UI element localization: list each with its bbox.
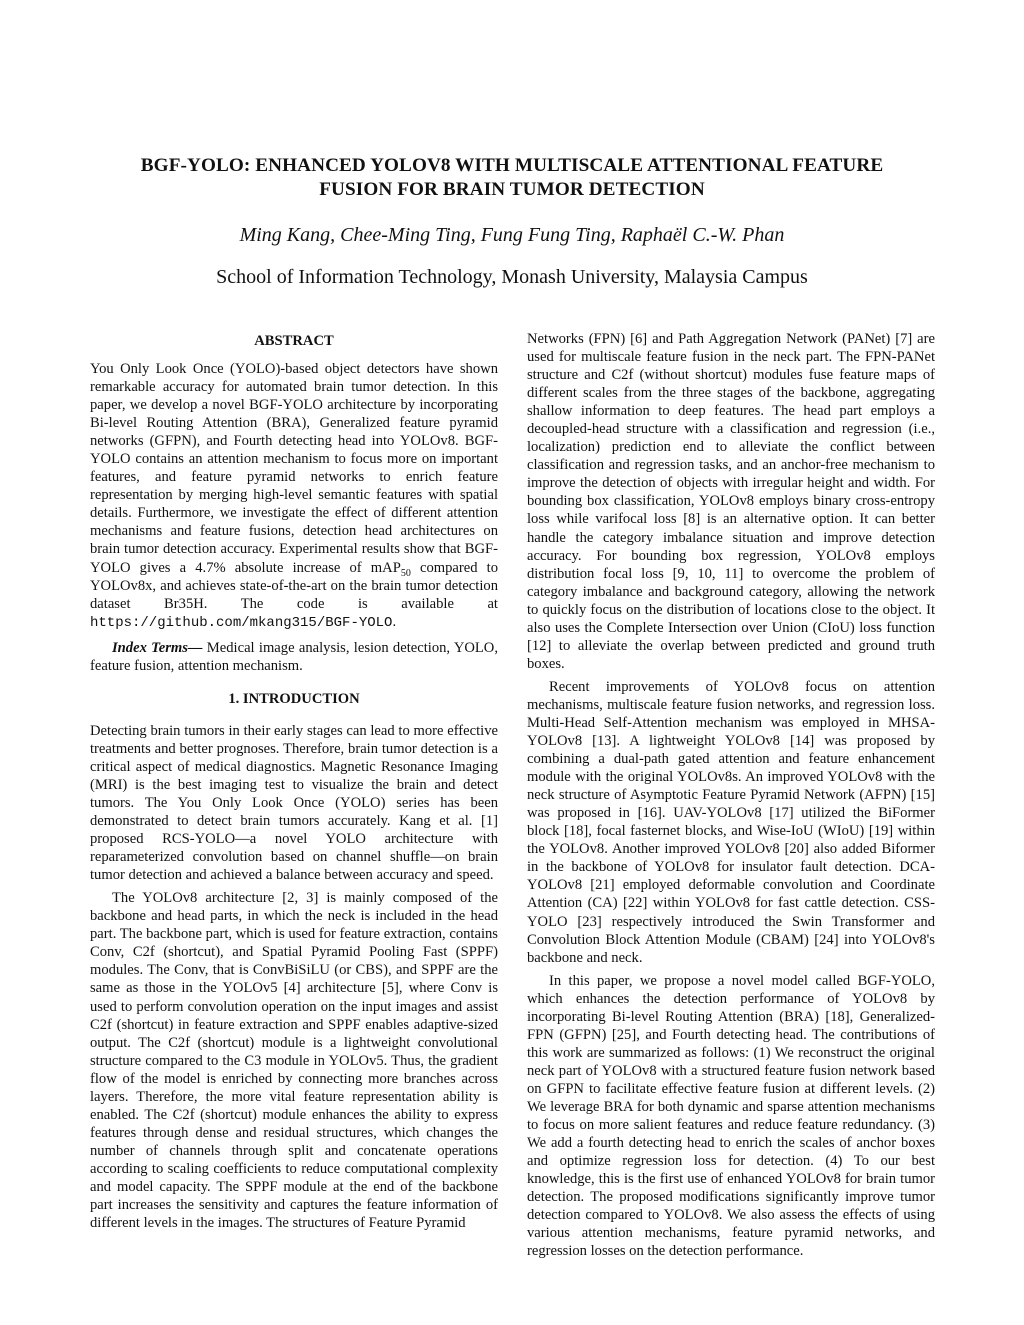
paper-title bbox=[90, 154, 934, 202]
left-column bbox=[90, 330, 498, 1232]
title-line-2: FUSION FOR BRAIN TUMOR DETECTION bbox=[319, 179, 705, 200]
abstract-text-1: You Only Look Once (YOLO)-based object detectors have shown remarkable accuracy for automated brain tumor detection. In this paper, we develop a novel BGF-YOLO architecture by incorporating Bi-level Routing Attention (BRA), Generalized feature pyramid networks (GFPN), and Fourth detecting head into YOLOv8. BGF-YOLO contains an attention mechanism to focus more on important features, and feature pyramid networks to enrich feature representation by merging high-level semantic features with spatial details. Furthermore, we investigate the effect of different attention mechanisms and feature fusions, detection head architectures on brain tumor detection accuracy. Experimental results show that BGF-YOLO gives a 4.7% absolute increase of mAP bbox=[90, 361, 498, 576]
abstract-text-end: . bbox=[392, 613, 397, 630]
index-terms-text: Medical image analysis, lesion detection, YOLO, feature fusion, attention mechanism. bbox=[90, 639, 498, 674]
abstract-heading: ABSTRACT bbox=[254, 333, 334, 349]
intro-paragraph-4: In this paper, we propose a novel model called BGF-YOLO, which enhances the detection performance of YOLOv8 by incorporating Bi-level Routing Attention (BRA) [18], Generalized-FPN (GFPN) [25], and Fourth detecting head. The contributions of this work are summarized as follows: (1) We reconstruct the original neck part of YOLOv8 with a structured feature fusion network based on GFPN to facilitate effective feature fusion at different levels. (2) We leverage BRA for both dynamic and sparse attention mechanisms to focus on more salient features and reduce feature redundancy. (3) We add a fourth detecting head to enrich the scales of anchor boxes and optimize regression loss for detection. (4) To our best knowledge, this is the first use of enhanced YOLOv8 for brain tumor detection. The proposed modifications significantly improve tumor detection compared to YOLOv8. We also assess the effects of using various attention mechanisms, feature pyramid networks, and regression losses on the detection performance. bbox=[527, 972, 935, 1260]
abstract-body bbox=[90, 360, 498, 632]
right-column bbox=[527, 330, 935, 1260]
index-terms-label: Index Terms— bbox=[112, 639, 203, 656]
code-url-link[interactable]: https://github.com/mkang315/BGF-YOLO bbox=[90, 614, 393, 631]
index-terms bbox=[90, 639, 498, 675]
intro-paragraph-3: Recent improvements of YOLOv8 focus on attention mechanisms, multiscale feature fusion networks, and regression loss. Multi-Head Self-Attention mechanism was employed in MHSA-YOLOv8 [13]. A lightweight YOLOv8 [14] was proposed by combining a dual-path gated attention and feature enhancement module with the original YOLOv8s. An improved YOLOv8 with the neck structure of Asymptotic Feature Pyramid Network (AFPN) [15] was proposed in [16]. UAV-YOLOv8 [17] utilized the BiFormer block [18], focal fasternet blocks, and Wise-IoU (WIoU) [19] within the YOLOv8. Another improved YOLOv8 [20] also added Biformer in the backbone of YOLOv8 for insulator fault detection. DCA-YOLOv8 [21] employed deformable convolution and Coordinate Attention (CA) [22] within YOLOv8 for fast cattle detection. CSS-YOLO [23] respectively introduced the Swin Transformer and Convolution Block Attention Module (CBAM) [24] into YOLOv8's backbone and neck. bbox=[527, 678, 935, 966]
affiliation: School of Information Technology, Monash University, Malaysia Campus bbox=[216, 266, 808, 288]
intro-paragraph-1: Detecting brain tumors in their early stages can lead to more effective treatments and better prognoses. Therefore, brain tumor detection is a critical aspect of medical diagnostics. Magnetic Resonance Imaging (MRI) is the best imaging test to visualize the brain and detect tumors. The You Only Look Once (YOLO) series has been demonstrated to detect brain tumors accurately. Kang et al. [1] proposed RCS-YOLO—a novel YOLO architecture with reparameterized convolution based on channel shuffle—on brain tumor detection and achieved a balance between accuracy and speed. bbox=[90, 722, 498, 884]
intro-paragraph-2: The YOLOv8 architecture [2, 3] is mainly composed of the backbone and head parts, in which the neck is included in the head part. The backbone part, which is used for feature extraction, contains Conv, C2f (shortcut), and Spatial Pyramid Pooling Fast (SPPF) modules. The Conv, that is ConvBiSiLU (or CBS), and SPPF are the same as those in the YOLOv5 [4] architecture [5], where Conv is used to perform convolution operation on the input images and assist C2f (shortcut) in feature extraction and SPPF enables adaptive-sized output. The C2f (shortcut) module is a lightweight convolutional structure compared to the C3 module in YOLOv5. Thus, the gradient flow of the model is enriched by connecting more branches across layers. Therefore, the more vital feature representation ability is enabled. The C2f (shortcut) module enhances the ability to express features through dense and residual structures, which changes the number of channels through split and concatenate operations according to scaling coefficients to reduce computational complexity and model capacity. The SPPF module at the end of the backbone part increases the sensitivity and captures the feature information of different levels in the images. The structures of Feature Pyramid bbox=[90, 890, 498, 1232]
introduction-heading: 1. INTRODUCTION bbox=[228, 690, 360, 707]
abstract-subscript: 50 bbox=[400, 567, 411, 579]
author-list: Ming Kang, Chee-Ming Ting, Fung Fung Ting, Raphaël C.-W. Phan bbox=[239, 224, 785, 246]
intro-paragraph-2-continued: Networks (FPN) [6] and Path Aggregation Network (PANet) [7] are used for multiscale feature fusion in the neck part. The FPN-PANet structure and C2f (without shortcut) modules fuse feature maps of different scales from the three stages of the backbone, aggregating shallow information to deep features. The head part employs a decoupled-head structure with a classification and regression (i.e., localization) prediction end to alleviate the conflict between classification and regression tasks, and an anchor-free mechanism to improve the detection of objects with irregular height and width. For bounding box classification, YOLOv8 employs binary cross-entropy loss while varifocal loss [8] is an alternative option. It can better handle the category imbalance situation and improve detection accuracy. For bounding box regression, YOLOv8 employs distribution focal loss [9, 10, 11] to overcome the problem of category imbalance and background category, allowing the network to quickly focus on the distribution of locations close to the object. It also uses the Complete Intersection over Union (CIoU) loss function [12] to alleviate the overlap between predicted and ground truth boxes. bbox=[527, 331, 935, 672]
abstract-text-2: compared to YOLOv8x, and achieves state-of-the-art on the brain tumor detection dataset Br35H. The code is available at bbox=[90, 559, 499, 612]
title-line-1: BGF-YOLO: ENHANCED YOLOV8 WITH MULTISCALE ATTENTIONAL FEATURE bbox=[140, 155, 884, 176]
